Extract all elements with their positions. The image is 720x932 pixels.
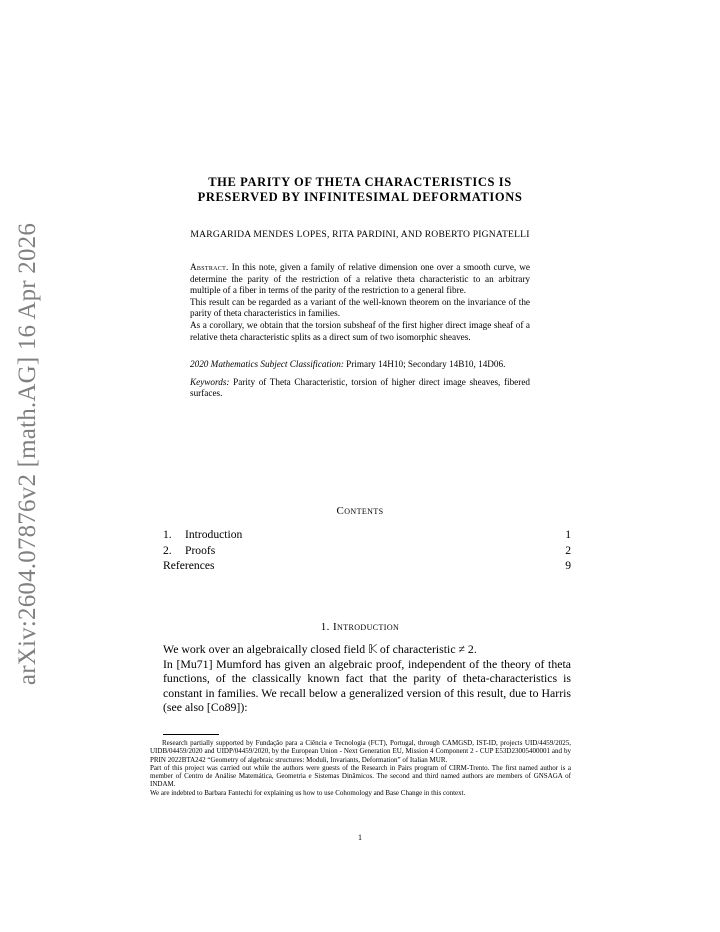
toc-entry-title	[163, 527, 242, 543]
toc-entry-proofs[interactable]	[163, 543, 571, 559]
section-heading-introduction: 1. Introduction	[320, 621, 400, 633]
toc-entry-label: Introduction	[185, 528, 243, 541]
arxiv-stamp	[8, 222, 48, 686]
toc-entry-introduction[interactable]	[163, 527, 571, 543]
footnote-rule	[163, 734, 219, 735]
msc-classification	[190, 359, 530, 371]
introduction-body	[163, 642, 571, 715]
footnote-funding: Research partially supported by Fundação para a Ciência e Tecnologia (FCT), Portugal, through CAMGSD, IST-ID, projects UID/4459/2025, UIDB/04459/2020 and UIDP/04459/2020, by the European Union - Next Generation EU, Mission 4 Component 2 - CUP E53D23005400001 and by PRIN 2022BTA242 “Geometry of algebraic structures: Moduli, Invariants, Deformation” of Italian MUR.	[150, 739, 571, 764]
page-number: 1	[358, 833, 362, 842]
footnote	[150, 739, 571, 797]
toc-entry-number: 1.	[163, 528, 172, 541]
toc-entry-page: 2	[565, 543, 571, 557]
keywords	[190, 377, 530, 400]
toc-entry-references[interactable]	[163, 558, 571, 574]
intro-paragraph-2: In [Mu71] Mumford has given an algebraic proof, independent of the theory of theta functions, of the classically known fact that the parity of theta-characteristics is constant in families. We recall below a generalized version of this result, due to Harris (see also [Co89]):	[163, 656, 571, 715]
abstract-label: Abstract.	[190, 262, 229, 272]
paper-title	[150, 175, 570, 205]
keywords-label: Keywords:	[190, 376, 230, 387]
title-line-1: THE PARITY OF THETA CHARACTERISTICS IS	[208, 175, 512, 189]
toc-entry-label: References	[163, 559, 215, 572]
toc-entry-page: 9	[565, 559, 571, 572]
arxiv-stamp-text: arXiv:2604.07876v2 [math.AG] 16 Apr 2026	[14, 222, 41, 686]
abstract-paragraph-1	[190, 262, 530, 297]
footnote-acknowledgement: We are indebted to Barbara Fantechi for explaining us how to use Cohomology and Base Change in this context.	[150, 788, 466, 797]
toc-entry-title	[163, 543, 215, 559]
msc-label: 2020 Mathematics Subject Classification:	[190, 359, 344, 370]
msc-text: Primary 14H10; Secondary 14B10, 14D06.	[346, 359, 506, 370]
contents-heading: Contents	[336, 505, 384, 517]
toc-entry-number: 2.	[163, 543, 172, 557]
title-line-2: PRESERVED BY INFINITESIMAL DEFORMATIONS	[197, 190, 523, 204]
keywords-text: Parity of Theta Characteristic, torsion of higher direct image sheaves, fibered surfaces.	[190, 376, 530, 399]
author-list: MARGARIDA MENDES LOPES, RITA PARDINI, AND ROBERTO PIGNATELLI	[190, 229, 530, 240]
toc-entry-label: Proofs	[185, 543, 216, 557]
abstract-paragraph-3: As a corollary, we obtain that the torsion subsheaf of the first higher direct image sheaf of a relative theta characteristic splits as a direct sum of two isomorphic sheaves.	[190, 319, 530, 342]
footnote-affiliations: Part of this project was carried out while the authors were guests of the Research in Pairs program of CIRM-Trento. The first named author is a member of Centro de Análise Matemática, Geometria e Sistemas Dinâmicos. The second and third named authors are members of GNSAGA of INDAM.	[150, 763, 571, 789]
abstract-text-1: In this note, given a family of relative dimension one over a smooth curve, we determine the parity of the restriction of a relative theta characteristic to an arbitrary multiple of a fiber in terms of the parity of the restriction to a general fibre.	[190, 262, 530, 296]
abstract	[190, 262, 530, 400]
intro-paragraph-1: We work over an algebraically closed field 𝕂 of characteristic ≠ 2.	[163, 642, 477, 656]
abstract-paragraph-2: This result can be regarded as a variant of the well-known theorem on the invariance of the parity of theta characteristics in families.	[190, 296, 530, 319]
toc-entry-page: 1	[565, 528, 571, 541]
table-of-contents	[163, 527, 571, 574]
